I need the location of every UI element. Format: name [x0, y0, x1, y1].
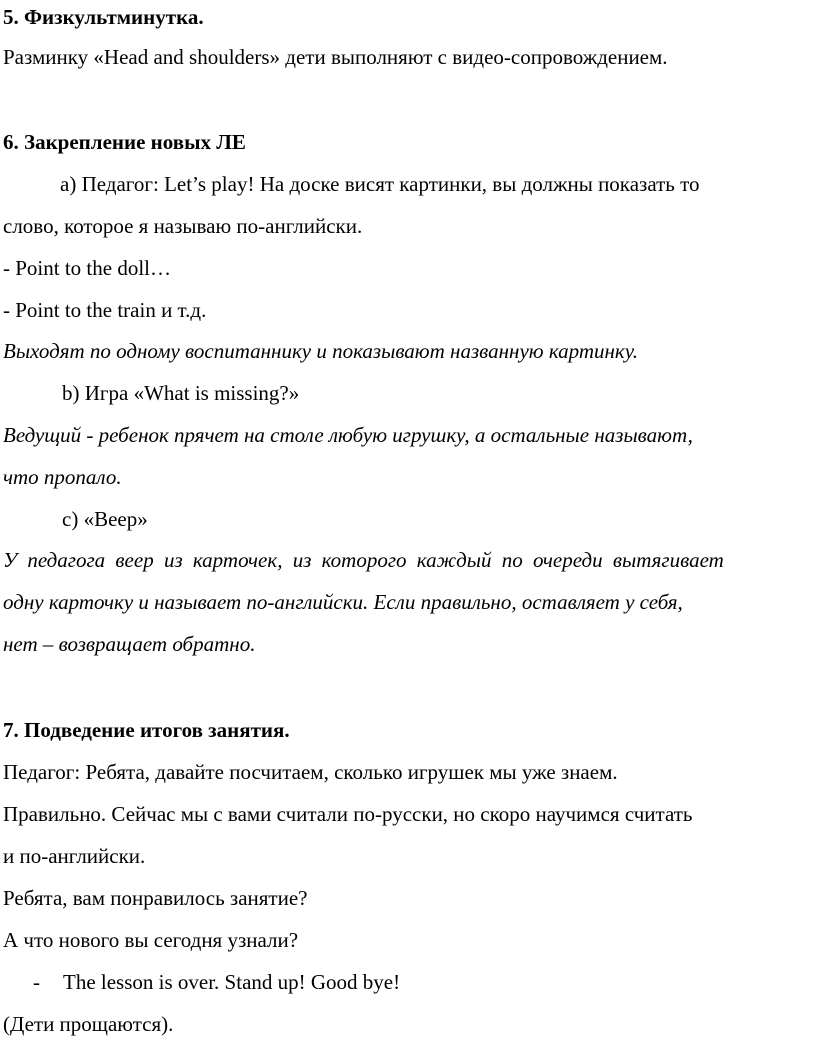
section-6a-line2: слово, которое я называю по-английски. — [3, 214, 363, 238]
section-7-line5: А что нового вы сегодня узнали? — [3, 928, 299, 952]
section-6a-note: Выходят по одному воспитаннику и показывают названную картинку. — [3, 339, 639, 363]
section-7-heading: 7. Подведение итогов занятия. — [3, 718, 290, 742]
section-7-line3: и по-английски. — [3, 844, 146, 868]
section-6c-note-line1: У педагога веер из карточек, из которого каждый по очереди вытягивает — [3, 548, 724, 572]
section-6a-point1: - Point to the doll… — [3, 256, 171, 280]
section-7-line7: (Дети прощаются). — [3, 1012, 174, 1036]
section-7-dash: - — [33, 970, 40, 994]
section-6a-line1: а) Педагог: Let’s play! На доске висят картинки, вы должны показать то — [60, 172, 700, 196]
section-7-line2: Правильно. Сейчас мы с вами считали по-русски, но скоро научимся считать — [3, 802, 693, 826]
section-5-heading: 5. Физкультминутка. — [3, 5, 204, 29]
section-7-line1: Педагог: Ребята, давайте посчитаем, сколько игрушек мы уже знаем. — [3, 760, 618, 784]
section-6c-title: c) «Веер» — [62, 507, 148, 531]
section-7-line6: The lesson is over. Stand up! Good bye! — [63, 970, 401, 994]
section-6b-note-line1: Ведущий - ребенок прячет на столе любую игрушку, а остальные называют, — [3, 423, 693, 447]
section-6c-note-line3: нет – возвращает обратно. — [3, 632, 256, 656]
section-6c-note-line2: одну карточку и называет по-английски. Если правильно, оставляет у себя, — [3, 590, 683, 614]
section-5-text: Разминку «Head and shoulders» дети выполняют с видео-сопровождением. — [3, 45, 668, 69]
section-6a-point2: - Point to the train и т.д. — [3, 298, 207, 322]
section-6b-title: b) Игра «What is missing?» — [62, 381, 300, 405]
section-7-line4: Ребята, вам понравилось занятие? — [3, 886, 308, 910]
section-6-heading: 6. Закрепление новых ЛЕ — [3, 130, 246, 154]
section-6b-note-line2: что пропало. — [3, 465, 122, 489]
